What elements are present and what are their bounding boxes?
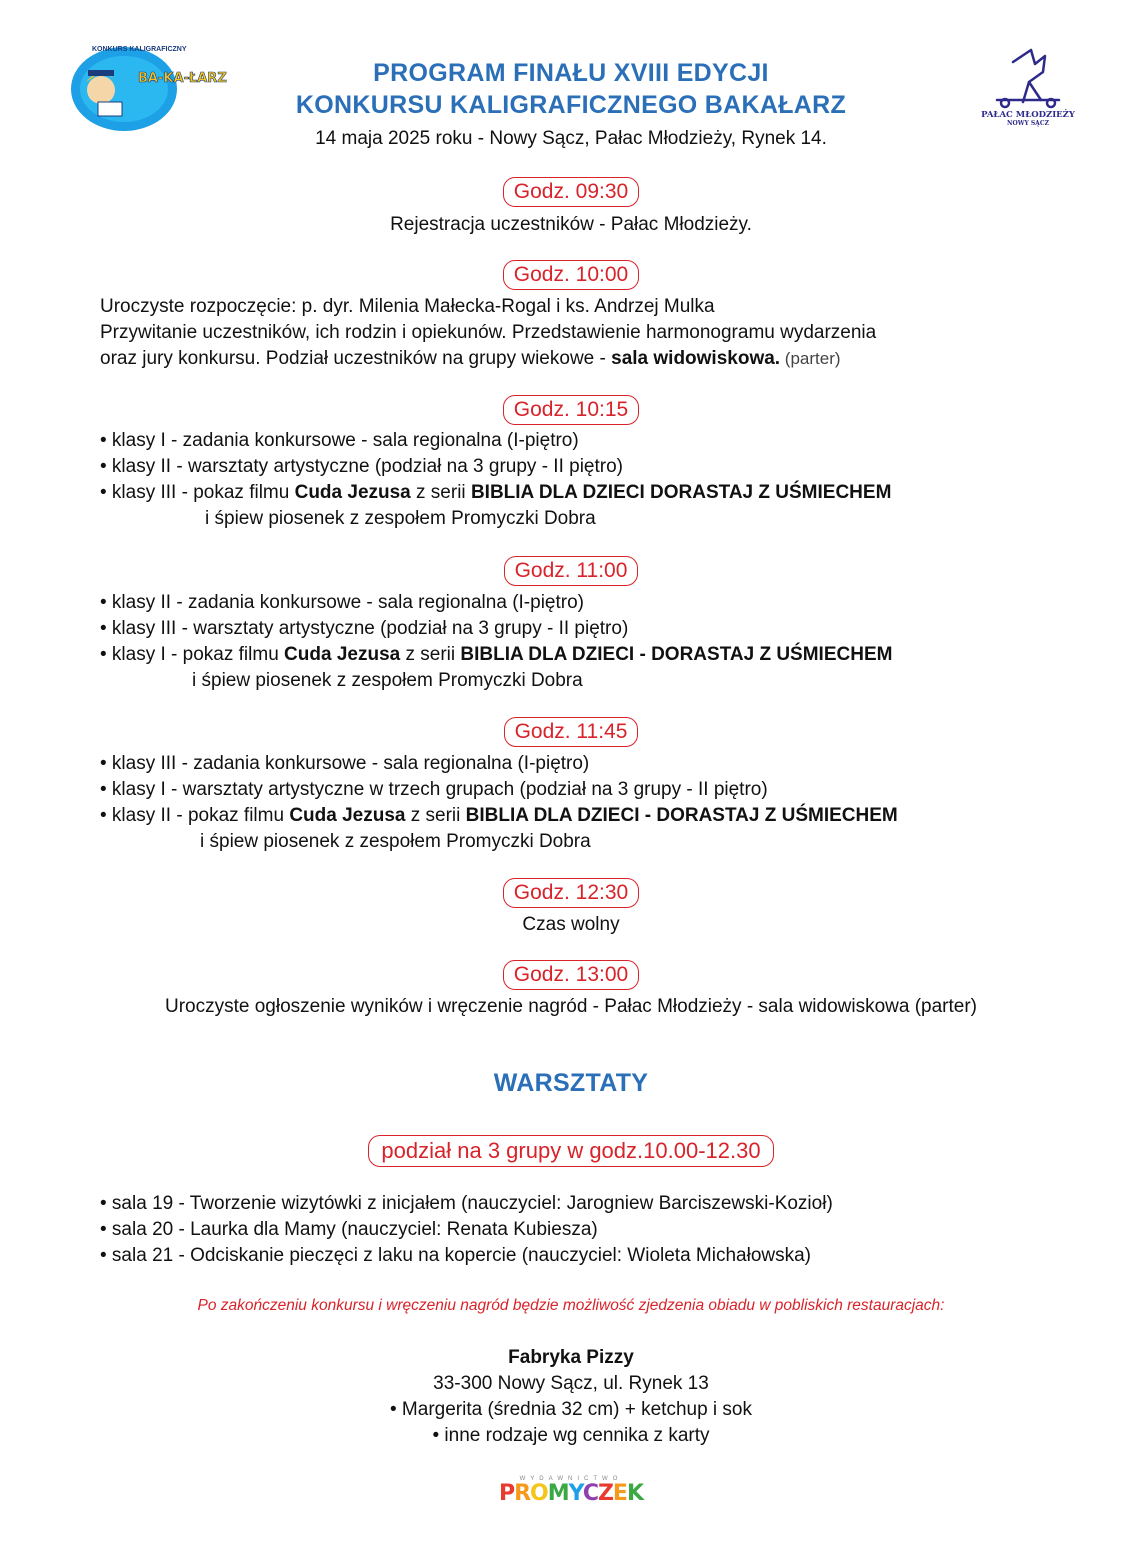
list-item: • sala 21 - Odciskanie pieczęci z laku na kopercie (nauczyciel: Wioleta Michałowska) xyxy=(100,1245,812,1266)
series-title: BIBLIA DLA DZIECI - DORASTAJ Z UŚMIECHEM xyxy=(465,805,898,826)
series-title: BIBLIA DLA DZIECI - DORASTAJ Z UŚMIECHEM xyxy=(460,644,893,665)
list-item xyxy=(100,642,892,668)
film-title: Cuda Jezusa xyxy=(284,644,401,665)
palac-logo-sub: NOWY SĄCZ xyxy=(1007,120,1049,127)
schedule-text: Uroczyste ogłoszenie wyników i wręczenie nagród - Pałac Młodzieży - sala widowiskowa (parter) xyxy=(164,996,978,1017)
list-item-part: • klasy I - pokaz filmu xyxy=(100,644,285,665)
time-badge: Godz. 10:00 xyxy=(503,260,639,290)
list-item: • klasy II - warsztaty artystyczne (podział na 3 grupy - II piętro) xyxy=(100,456,624,477)
palac-logo-name: PAŁAC MŁODZIEŻY xyxy=(981,110,1075,120)
list-item-part: z serii xyxy=(410,482,471,503)
list-item: • klasy II - zadania konkursowe - sala regionalna (I-piętro) xyxy=(100,592,584,613)
list-item-part: z serii xyxy=(400,644,461,665)
schedule-text-bold: sala widowiskowa. xyxy=(611,348,781,369)
time-badge: Godz. 13:00 xyxy=(503,960,639,990)
bakalarz-logo-toptext: KONKURS KALIGRAFICZNY xyxy=(92,46,187,53)
list-item xyxy=(100,803,898,829)
workshops-badge: podział na 3 grupy w godz.10.00-12.30 xyxy=(368,1135,773,1167)
workshops-heading: WARSZTATY xyxy=(493,1069,649,1097)
schedule-text: Rejestracja uczestników - Pałac Młodzieży. xyxy=(390,214,752,235)
film-title: Cuda Jezusa xyxy=(289,805,406,826)
schedule-text: Uroczyste rozpoczęcie: p. dyr. Milenia Małecka-Rogal i ks. Andrzej Mulka xyxy=(100,296,715,317)
promyczek-logo-name: PROMYCZEK xyxy=(498,1481,644,1506)
restaurant-address: 33-300 Nowy Sącz, ul. Rynek 13 xyxy=(433,1373,709,1394)
page-title-line2: KONKURSU KALIGRAFICZNEGO BAKAŁARZ xyxy=(295,91,847,119)
time-badge: Godz. 11:45 xyxy=(504,717,639,747)
list-item: • sala 19 - Tworzenie wizytówki z inicjałem (nauczyciel: Jarogniew Barciszewski-Kozioł) xyxy=(100,1193,833,1214)
schedule-text xyxy=(100,346,841,372)
list-item-part: • klasy III - pokaz filmu xyxy=(100,482,295,503)
promyczek-logo xyxy=(0,1476,1142,1506)
series-title: BIBLIA DLA DZIECI DORASTAJ Z UŚMIECHEM xyxy=(470,482,892,503)
svg-text:BA-KA-ŁARZ: BA-KA-ŁARZ xyxy=(138,71,227,86)
schedule-text-part: oraz jury konkursu. Podział uczestników na grupy wiekowe - xyxy=(100,348,612,369)
list-item-part: z serii xyxy=(405,805,466,826)
time-badge: Godz. 11:00 xyxy=(504,556,639,586)
schedule-text: Czas wolny xyxy=(522,914,620,935)
list-item xyxy=(100,480,891,506)
list-item-continuation: i śpiew piosenek z zespołem Promyczki Dobra xyxy=(200,831,591,852)
time-badge: Godz. 12:30 xyxy=(503,878,639,908)
list-item: • klasy I - warsztaty artystyczne w trzech grupach (podział na 3 grupy - II piętro) xyxy=(100,779,768,800)
list-item-continuation: i śpiew piosenek z zespołem Promyczki Dobra xyxy=(192,670,583,691)
promyczek-logo-toptext: WYDAWNICTWO xyxy=(519,1476,623,1482)
page-title-line1: PROGRAM FINAŁU XVIII EDYCJI xyxy=(373,59,769,87)
list-item: • sala 20 - Laurka dla Mamy (nauczyciel: Renata Kubiesza) xyxy=(100,1219,598,1240)
restaurant-name: Fabryka Pizzy xyxy=(508,1347,634,1368)
lunch-note: Po zakończeniu konkursu i wręczeniu nagród będzie możliwość zjedzenia obiadu w pobliskich restauracjach: xyxy=(197,1297,945,1314)
list-item-part: • klasy II - pokaz filmu xyxy=(100,805,290,826)
list-item: • klasy I - zadania konkursowe - sala regionalna (I-piętro) xyxy=(100,430,579,451)
list-item: • klasy III - zadania konkursowe - sala regionalna (I-piętro) xyxy=(100,753,590,774)
page-subtitle: 14 maja 2025 roku - Nowy Sącz, Pałac Młodzieży, Rynek 14. xyxy=(315,128,827,149)
time-badge: Godz. 10:15 xyxy=(503,395,639,425)
restaurant-offer: • inne rodzaje wg cennika z karty xyxy=(432,1425,710,1446)
list-item-continuation: i śpiew piosenek z zespołem Promyczki Dobra xyxy=(205,508,596,529)
list-item: • klasy III - warsztaty artystyczne (podział na 3 grupy - II piętro) xyxy=(100,618,629,639)
time-badge: Godz. 09:30 xyxy=(503,177,639,207)
film-title: Cuda Jezusa xyxy=(294,482,411,503)
restaurant-offer: • Margerita (średnia 32 cm) + ketchup i sok xyxy=(390,1399,752,1420)
schedule-text-part: (parter) xyxy=(780,349,841,368)
schedule-text: Przywitanie uczestników, ich rodzin i opiekunów. Przedstawienie harmonogramu wydarzenia xyxy=(100,322,877,343)
